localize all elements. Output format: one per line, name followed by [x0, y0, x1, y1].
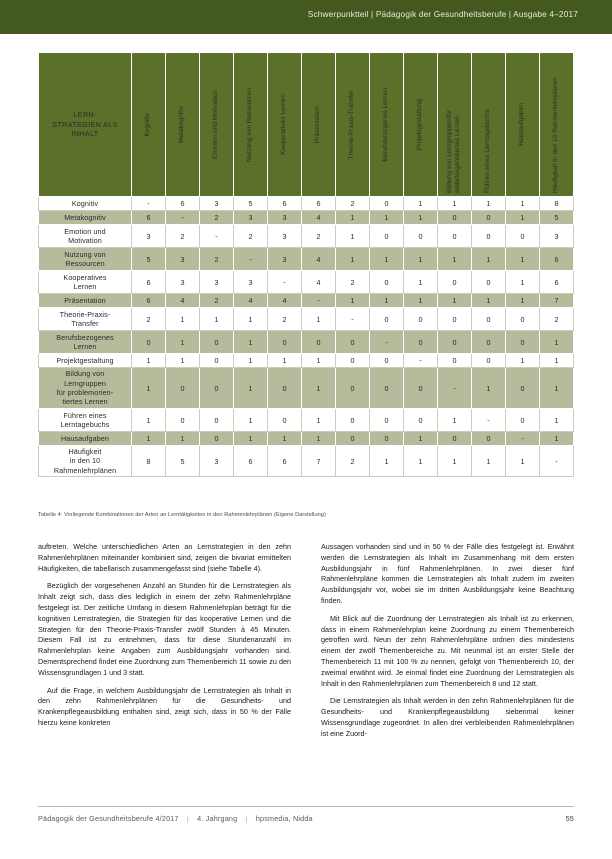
table-cell: 1	[166, 432, 200, 446]
table-cell: 2	[302, 225, 336, 248]
table-cell: 1	[234, 354, 268, 368]
page-number: 55	[565, 814, 574, 823]
table-row	[39, 248, 574, 271]
table-cell: -	[506, 432, 540, 446]
row-label: Nutzung von Ressourcen	[39, 248, 132, 271]
col-header-metakognitiv	[166, 53, 200, 197]
table-cell: 1	[506, 354, 540, 368]
table-cell: 1	[540, 432, 574, 446]
table-row	[39, 432, 574, 446]
table-cell: 1	[302, 432, 336, 446]
table-cell: 0	[506, 409, 540, 432]
table-cell: 3	[234, 271, 268, 294]
body-column-right	[321, 542, 574, 747]
paragraph: Auf die Frage, in welchem Ausbildungsjahr die Lernstrategien als Inhalt in den zehn Rahmenlehrplänen für die Gesundheits- und Krankenpflegeausbildung enthalten sind, zeigt sich, dass in 50 % der Fälle hierzu keine konkreten	[38, 685, 291, 727]
table-cell: 8	[132, 446, 166, 477]
col-header-label: Hausaufgaben	[518, 103, 526, 146]
col-header-label: Bildung von Lerngruppen/für selbstorganisiertes Lernen	[446, 109, 462, 193]
footer-volume: 4. Jahrgang	[197, 814, 238, 823]
table-cell: 3	[200, 197, 234, 211]
table-cell: 3	[268, 225, 302, 248]
table-cell: 1	[302, 354, 336, 368]
table-cell: 0	[336, 368, 370, 409]
table-cell: 1	[472, 368, 506, 409]
table-cell: -	[370, 331, 404, 354]
table-cell: 6	[166, 197, 200, 211]
table-cell: -	[438, 368, 472, 409]
table-cell: 1	[540, 409, 574, 432]
table-cell: 1	[404, 271, 438, 294]
table-cell: 1	[132, 368, 166, 409]
table-caption: Tabelle 4: Vorliegende Kombinationen der Arten an Lerntätigkeiten in den Rahmenlehrplänen (Eigene Darstellung)	[38, 512, 326, 518]
row-label: Kognitiv	[39, 197, 132, 211]
col-header-label: Kooperatives Lernen	[280, 94, 288, 155]
table-cell: 1	[540, 331, 574, 354]
table-cell: 1	[370, 211, 404, 225]
table-cell: 2	[336, 271, 370, 294]
table-cell: 2	[268, 308, 302, 331]
table-cell: 0	[506, 331, 540, 354]
table-cell: 3	[166, 271, 200, 294]
table-cell: 0	[438, 354, 472, 368]
table-cell: 0	[370, 409, 404, 432]
table-cell: 2	[166, 225, 200, 248]
table-cell: 0	[438, 271, 472, 294]
table-cell: 0	[268, 368, 302, 409]
table-cell: 1	[438, 197, 472, 211]
table-cell: 0	[166, 368, 200, 409]
col-header-label: Häufigkeit in den 10 Rahmenlehrplänen	[552, 76, 560, 193]
table-cell: 1	[472, 197, 506, 211]
table-cell: 1	[540, 368, 574, 409]
table-cell: 2	[234, 225, 268, 248]
table-cell: 3	[200, 446, 234, 477]
table-row	[39, 294, 574, 308]
table-cell: 6	[540, 271, 574, 294]
col-header-label: Theorie-Praxis-Transfer	[348, 89, 356, 160]
table-cell: 1	[404, 211, 438, 225]
row-label: Häufigkeit in den 10 Rahmenlehrplänen	[39, 446, 132, 477]
table-cell: 1	[370, 294, 404, 308]
table-cell: 0	[472, 432, 506, 446]
table-cell: 0	[200, 368, 234, 409]
footer-separator-1: |	[186, 814, 189, 823]
table-cell: 0	[404, 225, 438, 248]
table-cell: 0	[166, 409, 200, 432]
table-cell: 0	[438, 432, 472, 446]
table-cell: -	[234, 248, 268, 271]
col-header-emotion-motivation	[200, 53, 234, 197]
table-cell: -	[268, 271, 302, 294]
row-label: Präsentation	[39, 294, 132, 308]
table-cell: 0	[370, 197, 404, 211]
paragraph: auftreten. Welche unterschiedlichen Arten an Lernstrategien in den zehn Rahmenlehrplänen miteinander kombiniert sind, zeigen die bivariat ermittelten Häufigkeiten, die tabellarisch zusammengefasst sind (siehe Tabelle 4).	[38, 542, 291, 573]
col-header-projektgestaltung	[404, 53, 438, 197]
table-cell: 2	[336, 197, 370, 211]
table-cell: 0	[370, 368, 404, 409]
page-header-bar	[0, 0, 612, 34]
body-text-columns	[38, 542, 574, 792]
table-cell: 6	[132, 271, 166, 294]
table-cell: 1	[404, 432, 438, 446]
table-cell: 1	[506, 211, 540, 225]
table-cell: 0	[404, 331, 438, 354]
table-cell: 2	[336, 446, 370, 477]
corner-label-line-1: LERN-	[73, 109, 97, 119]
table-cell: 3	[268, 211, 302, 225]
table-cell: 6	[132, 211, 166, 225]
table-cell: 0	[472, 225, 506, 248]
table-cell: 0	[370, 271, 404, 294]
table-cell: 0	[336, 331, 370, 354]
table-cell: 1	[438, 248, 472, 271]
col-header-kooperatives-lernen	[268, 53, 302, 197]
col-header-berufsbezogenes-lernen	[370, 53, 404, 197]
table-cell: 0	[404, 308, 438, 331]
table-cell: 6	[540, 248, 574, 271]
table-cell: 1	[234, 368, 268, 409]
table-cell: 1	[404, 248, 438, 271]
table-cell: 3	[166, 248, 200, 271]
row-label: Theorie-Praxis- Transfer	[39, 308, 132, 331]
table-cell: 0	[302, 331, 336, 354]
col-header-label: Projektgestaltung	[416, 98, 424, 151]
table-cell: 3	[200, 271, 234, 294]
table-cell: 6	[268, 446, 302, 477]
col-header-label: Berufsbezogenes Lernen	[382, 87, 390, 162]
table-cell: 0	[200, 331, 234, 354]
table-cell: 1	[438, 409, 472, 432]
table-row	[39, 197, 574, 211]
table-row	[39, 354, 574, 368]
paragraph: Die Lernstrategien als Inhalt werden in den zehn Rahmenlehrplänen für die Gesundheits- und Krankenpflegeausbildung siebenmal keiner Wissensgrundlage zugeordnet. In allen drei verbleibenden Rahmenlehrplänen ist eine Zuord-	[321, 696, 574, 738]
table-cell: 0	[472, 271, 506, 294]
table-cell: 0	[506, 225, 540, 248]
table-cell: 0	[200, 409, 234, 432]
table-cell: -	[166, 211, 200, 225]
row-label: Kooperatives Lernen	[39, 271, 132, 294]
table-cell: 1	[234, 308, 268, 331]
row-label: Hausaufgaben	[39, 432, 132, 446]
col-header-label: Metakognitiv	[178, 105, 186, 144]
table-cell: 1	[166, 354, 200, 368]
table-cell: -	[302, 294, 336, 308]
table-cell: 1	[336, 211, 370, 225]
table-cell: 1	[234, 331, 268, 354]
table-cell: 1	[472, 446, 506, 477]
page-footer	[38, 814, 574, 823]
col-header-label: Führen eines Lerntagebuchs	[484, 108, 492, 193]
row-label: Bildung von Lerngruppen für problemorien- tiertes Lernen	[39, 368, 132, 409]
table-cell: 6	[132, 294, 166, 308]
table-cell: 2	[540, 308, 574, 331]
table-cell: 6	[268, 197, 302, 211]
body-column-left	[38, 542, 291, 736]
table-cell: 1	[438, 294, 472, 308]
table-cell: 3	[234, 211, 268, 225]
table-cell: 2	[200, 294, 234, 308]
table-cell: 1	[166, 331, 200, 354]
row-label: Berufsbezogenes Lernen	[39, 331, 132, 354]
footer-separator-2: |	[245, 814, 248, 823]
table-cell: 4	[302, 271, 336, 294]
lernstrategien-matrix-table	[38, 52, 574, 477]
col-header-label: Kognitiv	[144, 112, 152, 137]
table-cell: 7	[540, 294, 574, 308]
table-cell: 1	[234, 409, 268, 432]
table-row	[39, 368, 574, 409]
table-cell: 0	[506, 368, 540, 409]
table-corner-header	[39, 53, 132, 197]
table-cell: 0	[370, 225, 404, 248]
col-header-label: Präsentation	[314, 105, 322, 144]
table-cell: 5	[234, 197, 268, 211]
corner-label-line-2: STRATEGIEN ALS	[52, 119, 118, 129]
table-cell: 1	[370, 446, 404, 477]
table-cell: 0	[132, 331, 166, 354]
table-cell: 8	[540, 197, 574, 211]
table-cell: 1	[472, 248, 506, 271]
table-cell: 2	[200, 211, 234, 225]
table-cell: 1	[404, 197, 438, 211]
table-cell: 1	[234, 432, 268, 446]
table-cell: -	[404, 354, 438, 368]
table-row	[39, 211, 574, 225]
table-cell: 1	[302, 368, 336, 409]
table-cell: 1	[166, 308, 200, 331]
table-cell: 0	[370, 308, 404, 331]
table-cell: 1	[506, 248, 540, 271]
row-label: Emotion und Motivation	[39, 225, 132, 248]
table-cell: 4	[268, 294, 302, 308]
paragraph: Bezüglich der vorgesehenen Anzahl an Stunden für die Lernstrategien als Inhalt zeigt sich, dass dies lediglich in einem der zehn Rahmenlehrpläne festgelegt ist. Der zeitliche Umfang in diesem Rahmenlehrplan beträgt für die kognitiven Lernstrategien, die Strategien für das kooperative Lernen und die Strategien für den Theorie-Praxis-Transfer zwölf Stunden à 45 Minuten. Diesem Fall ist zu entnehmen, dass für diese Stundenanzahl im Rahmenlehrplan keine Angaben zum Ausbildungsjahr vorhanden sind. Dementsprechend findet eine Zuordnung zum Themenbereich 11 sowie zu den Wissensgrundlagen 1 und 3 statt.	[38, 581, 291, 677]
table-cell: 0	[268, 409, 302, 432]
table-cell: 4	[302, 211, 336, 225]
table-cell: 5	[166, 446, 200, 477]
table-cell: 1	[336, 294, 370, 308]
table-cell: 0	[472, 354, 506, 368]
table-cell: 1	[268, 432, 302, 446]
col-header-haeufigkeit	[540, 53, 574, 197]
table-cell: 1	[472, 294, 506, 308]
table-row	[39, 308, 574, 331]
table-cell: 0	[336, 409, 370, 432]
table-cell: 1	[404, 294, 438, 308]
table-cell: 0	[438, 308, 472, 331]
table-cell: 0	[472, 211, 506, 225]
table-cell: 1	[506, 446, 540, 477]
table-cell: 3	[268, 248, 302, 271]
table-cell: 1	[132, 409, 166, 432]
table-cell: -	[200, 225, 234, 248]
col-header-label: Emotion und Motivation	[212, 90, 220, 159]
matrix-table-container	[38, 52, 574, 477]
table-cell: 2	[200, 248, 234, 271]
table-cell: 3	[132, 225, 166, 248]
table-cell: 0	[438, 331, 472, 354]
row-label: Metakognitiv	[39, 211, 132, 225]
table-cell: 1	[506, 294, 540, 308]
table-cell: 2	[132, 308, 166, 331]
table-row	[39, 446, 574, 477]
table-cell: 0	[200, 354, 234, 368]
table-cell: 0	[268, 331, 302, 354]
table-header-row	[39, 53, 574, 197]
table-cell: 1	[438, 446, 472, 477]
page-header-text: Schwerpunktteil | Pädagogik der Gesundheitsberufe | Ausgabe 4–2017	[307, 9, 578, 19]
table-cell: -	[540, 446, 574, 477]
footer-divider	[38, 806, 574, 807]
col-header-praesentation	[302, 53, 336, 197]
table-cell: 4	[166, 294, 200, 308]
footer-journal: Pädagogik der Gesundheitsberufe 4/2017	[38, 814, 179, 823]
paragraph: Aussagen vorhanden sind und in 50 % der Fälle dies festgelegt ist. Erwähnt werden die Lernstrategien als Inhalt im Zusammenhang mit dem ersten Ausbildungsjahr in fünf Rahmenlehrplänen. In zwei dieser fünf Rahmenlehrpläne kommen die Lernstrategien als Inhalt zudem im zweiten Ausbildungsjahr vor, wobei sie im dritten Ausbildungsjahr keine Beachtung finden.	[321, 542, 574, 605]
table-row	[39, 331, 574, 354]
table-cell: 7	[302, 446, 336, 477]
table-cell: 0	[438, 211, 472, 225]
table-cell: -	[132, 197, 166, 211]
col-header-nutzung-ressourcen	[234, 53, 268, 197]
table-cell: 0	[336, 354, 370, 368]
table-cell: 0	[472, 331, 506, 354]
table-cell: -	[336, 308, 370, 331]
table-cell: 5	[132, 248, 166, 271]
col-header-hausaufgaben	[506, 53, 540, 197]
table-cell: 1	[268, 354, 302, 368]
col-header-lerntagebuch	[472, 53, 506, 197]
table-cell: 1	[132, 432, 166, 446]
table-cell: 0	[370, 432, 404, 446]
col-header-bildung-lerngruppen	[438, 53, 472, 197]
paragraph: Mit Blick auf die Zuordnung der Lernstrategien als Inhalt ist zu erkennen, dass in einem Rahmenlehrplan keine Zuordnung zu einem Themenbereich getroffen wird. Neun der zehn Rahmenlehrpläne ordnen dies mindestens einem der zwölf Themenbereiche zu. Mit neunmal ist an erster Stelle der Themenbereich 11 mit 100 % zu nennen, gefolgt von Themenbereich 10, der zweimal erwähnt wird. Je einmal findet eine Zuordnung der Lernstrategien als Inhalt in den Rahmenlehrplänen zum Themenbereich 8 und 12 statt.	[321, 613, 574, 688]
table-cell: 4	[302, 248, 336, 271]
table-cell: 1	[132, 354, 166, 368]
footer-publisher: hpsmedia, Nidda	[255, 814, 313, 823]
table-head	[39, 53, 574, 197]
table-cell: 0	[200, 432, 234, 446]
table-cell: 6	[234, 446, 268, 477]
table-cell: 0	[438, 225, 472, 248]
table-cell: 6	[302, 197, 336, 211]
col-header-theorie-praxis-transfer	[336, 53, 370, 197]
table-cell: 1	[336, 248, 370, 271]
table-cell: 1	[540, 354, 574, 368]
table-cell: 0	[404, 368, 438, 409]
table-cell: 1	[370, 248, 404, 271]
row-label: Führen eines Lerntagebuchs	[39, 409, 132, 432]
table-cell: 1	[302, 308, 336, 331]
table-cell: 1	[336, 225, 370, 248]
table-cell: 1	[404, 446, 438, 477]
table-cell: 1	[302, 409, 336, 432]
table-body	[39, 197, 574, 477]
table-cell: 0	[336, 432, 370, 446]
table-cell: 5	[540, 211, 574, 225]
table-row	[39, 271, 574, 294]
table-cell: 4	[234, 294, 268, 308]
table-cell: 0	[506, 308, 540, 331]
corner-label-line-3: INHALT	[71, 129, 99, 139]
table-row	[39, 409, 574, 432]
table-cell: 1	[506, 197, 540, 211]
table-cell: 0	[472, 308, 506, 331]
table-cell: 3	[540, 225, 574, 248]
col-header-kognitiv	[132, 53, 166, 197]
table-cell: 1	[200, 308, 234, 331]
table-cell: 1	[506, 271, 540, 294]
table-row	[39, 225, 574, 248]
table-cell: 0	[404, 409, 438, 432]
table-cell: 0	[370, 354, 404, 368]
row-label: Projektgestaltung	[39, 354, 132, 368]
table-cell: -	[472, 409, 506, 432]
col-header-label: Nutzung von Ressourcen	[246, 87, 254, 162]
